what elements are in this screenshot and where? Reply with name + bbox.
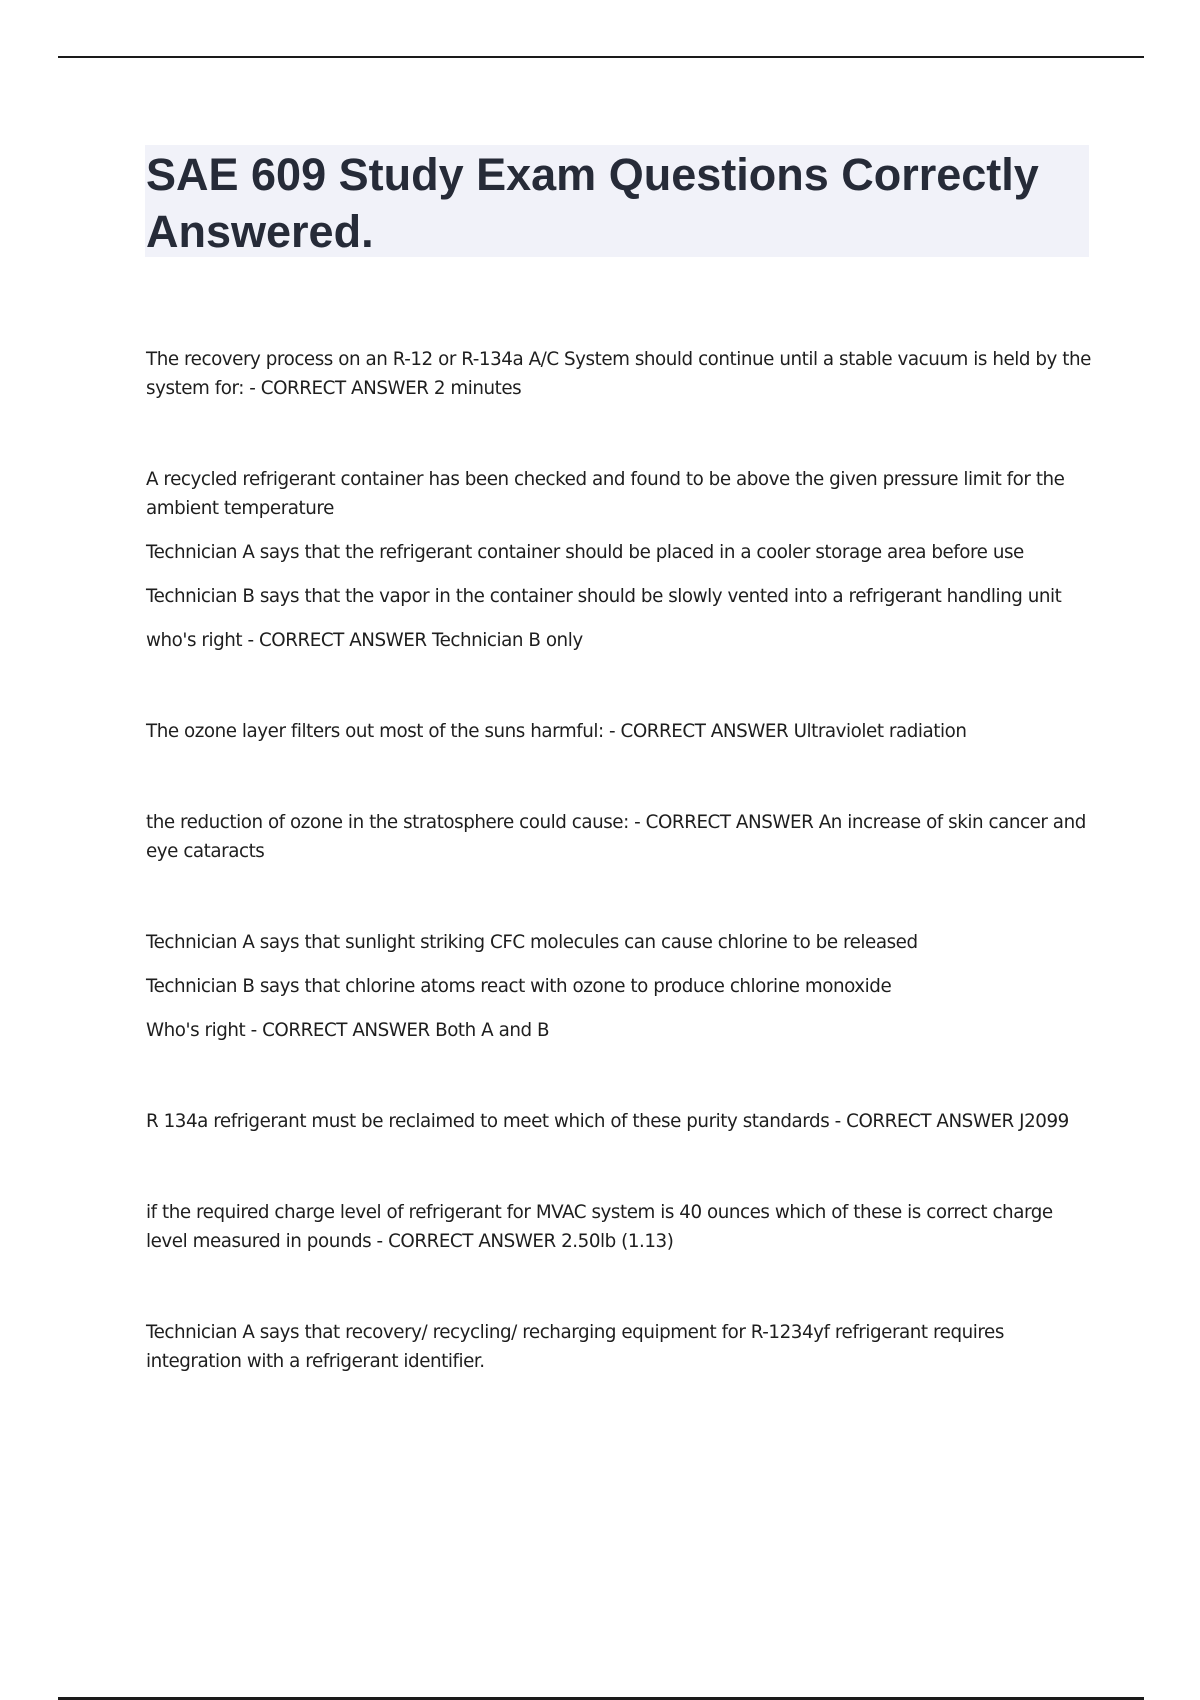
header-rule <box>58 56 1144 58</box>
qa-line: Technician A says that the refrigerant container should be placed in a cooler storage area before use <box>146 542 1024 563</box>
qa-entry <box>146 1107 1092 1136</box>
qa-entry <box>146 808 1092 866</box>
qa-entry <box>146 717 1092 746</box>
qa-line: who's right - CORRECT ANSWER Technician B only <box>146 630 583 651</box>
qa-line: A recycled refrigerant container has been checked and found to be above the given pressure limit for the ambient temperature <box>146 469 1065 519</box>
qa-entry <box>146 1198 1092 1256</box>
qa-entry <box>146 1318 1092 1376</box>
qa-line: if the required charge level of refrigerant for MVAC system is 40 ounces which of these is correct charge level measured in pounds - CORRECT ANSWER 2.50lb (1.13) <box>146 1202 1053 1252</box>
qa-line: The recovery process on an R-12 or R-134a A/C System should continue until a stable vacuum is held by the system for: - CORRECT ANSWER 2 minutes <box>146 349 1091 399</box>
qa-line: Technician B says that the vapor in the container should be slowly vented into a refrigerant handling unit <box>146 586 1062 607</box>
qa-entry <box>146 928 1092 1045</box>
qa-entry <box>146 465 1092 655</box>
qa-line: Technician B says that chlorine atoms react with ozone to produce chlorine monoxide <box>146 976 892 997</box>
qa-entry <box>146 345 1092 403</box>
document-title: SAE 609 Study Exam Questions Correctly Answered. <box>146 149 1039 257</box>
qa-line: R 134a refrigerant must be reclaimed to meet which of these purity standards - CORRECT ANSWER J2099 <box>146 1111 1069 1132</box>
document-body <box>146 345 1092 1438</box>
qa-line: The ozone layer filters out most of the suns harmful: - CORRECT ANSWER Ultraviolet radiation <box>146 721 967 742</box>
qa-line: Who's right - CORRECT ANSWER Both A and B <box>146 1020 550 1041</box>
qa-line: the reduction of ozone in the stratosphere could cause: - CORRECT ANSWER An increase of skin cancer and eye cataracts <box>146 812 1086 862</box>
qa-line: Technician A says that recovery/ recycling/ recharging equipment for R-1234yf refrigerant requires integration with a refrigerant identifier. <box>146 1322 1004 1372</box>
qa-line: Technician A says that sunlight striking CFC molecules can cause chlorine to be released <box>146 932 918 953</box>
